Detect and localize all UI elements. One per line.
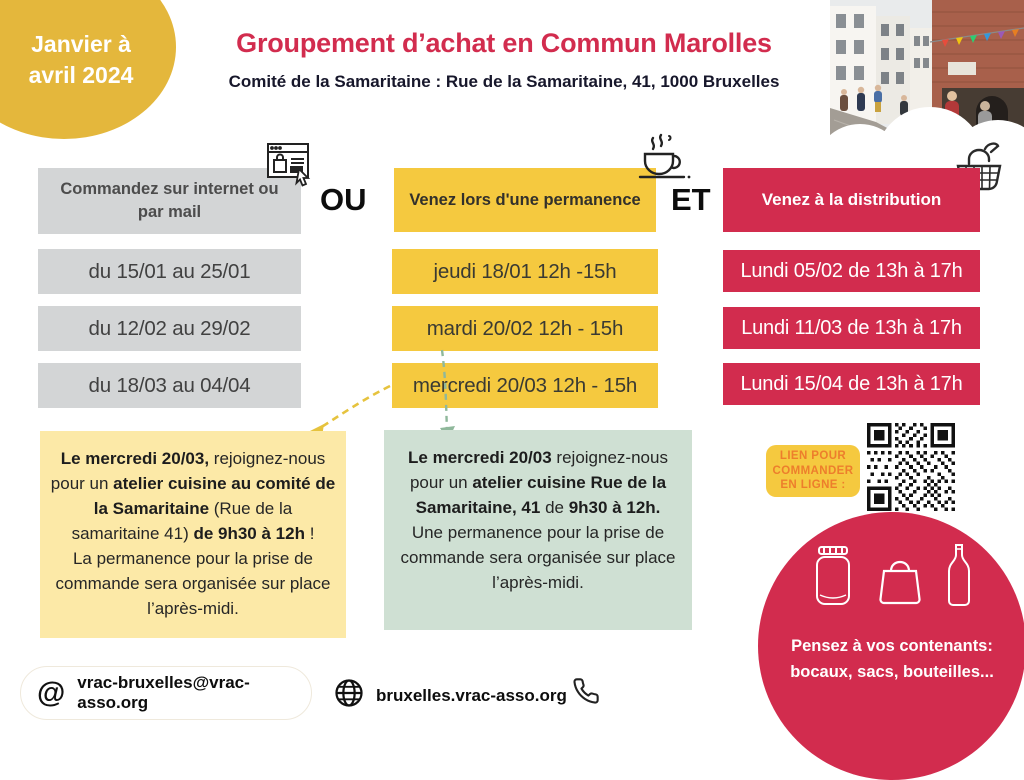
website-contact	[334, 678, 567, 713]
date-range-line2: avril 2024	[28, 62, 134, 88]
yellow-seg-bold-5: de 9h30 à 12h	[193, 523, 305, 543]
distribution-row-1: Lundi 05/02 de 13h à 17h	[723, 250, 980, 292]
column-distribution-header	[723, 168, 980, 232]
globe-icon	[334, 678, 364, 713]
bottle-icon	[945, 543, 973, 612]
email-address[interactable]: vrac-bruxelles@vrac-asso.org	[77, 673, 250, 712]
permanence-row-3: mercredi 20/03 12h - 15h	[392, 363, 658, 408]
green-seg-4: de	[540, 497, 569, 517]
order-online-line2: COMMANDER	[772, 464, 854, 477]
phone-icon	[572, 677, 600, 710]
at-icon: @	[37, 676, 66, 709]
green-seg-bold-3: atelier cuisine Rue de la Samaritaine, 41	[415, 472, 667, 517]
jar-icon	[811, 545, 855, 612]
yellow-seg-bold-3: atelier cuisine au comité de la Samaritaine	[93, 473, 336, 518]
yellow-seg-4: (Rue de la samaritaine 41)	[71, 498, 293, 543]
containers-line1: Pensez à vos contenants:	[791, 637, 993, 655]
connector-et: ET	[671, 182, 711, 217]
green-line2: Une permanence pour la prise de commande sera organisée sur place l’après-midi.	[400, 522, 676, 592]
page-title: Groupement d’achat en Commun Marolles	[236, 28, 772, 58]
order-row-1: du 15/01 au 25/01	[38, 249, 301, 294]
column-order-header	[38, 168, 301, 234]
qr-code	[867, 423, 955, 511]
containers-line2: bocaux, sacs, bouteilles...	[790, 662, 994, 681]
website-url[interactable]: bruxelles.vrac-asso.org	[376, 685, 567, 705]
header	[178, 28, 830, 92]
containers-reminder-circle	[758, 512, 1024, 780]
green-seg-2: rejoignez-nous pour un	[409, 448, 668, 492]
date-range-line1: Janvier à	[31, 30, 131, 57]
order-online-line1: LIEN POUR	[779, 449, 847, 462]
order-online-badge	[766, 445, 860, 497]
column-permanence-header-label: Venez lors d'une permanence	[409, 190, 641, 209]
distribution-row-2: Lundi 11/03 de 13h à 17h	[723, 307, 980, 349]
workshop-info-yellow	[40, 431, 346, 638]
order-online-line3: EN LIGNE :	[780, 479, 846, 492]
street-photo	[830, 0, 1024, 162]
distribution-row-3: Lundi 15/04 de 13h à 17h	[723, 363, 980, 405]
yellow-seg-2: rejoignez-nous pour un	[50, 449, 326, 493]
yellow-seg-6: !	[304, 523, 315, 543]
green-seg-bold-5: 9h30 à 12h.	[568, 497, 661, 517]
tote-bag-icon	[873, 553, 927, 612]
date-range-badge	[0, 0, 176, 139]
browser-cart-icon	[266, 141, 316, 196]
order-row-3: du 18/03 au 04/04	[38, 363, 301, 408]
permanence-row-2: mardi 20/02 12h - 15h	[392, 306, 658, 351]
permanence-row-1: jeudi 18/01 12h -15h	[392, 249, 658, 294]
workshop-info-green	[384, 430, 692, 630]
street-photo-illustration	[830, 0, 1024, 162]
yellow-seg-bold-1: Le mercredi 20/03,	[60, 449, 210, 468]
order-row-2: du 12/02 au 29/02	[38, 306, 301, 351]
column-permanence-header	[394, 168, 656, 232]
connector-ou: OU	[320, 182, 367, 217]
column-distribution-header-label: Venez à la distribution	[761, 190, 942, 209]
yellow-line2: La permanence pour la prise de commande sera organisée sur place l’après-midi.	[55, 548, 331, 618]
green-seg-bold-1: Le mercredi 20/03	[408, 448, 552, 467]
column-order-header-label: Commandez sur internet ou par mail	[60, 179, 279, 221]
email-contact	[20, 666, 312, 720]
page-subtitle: Comité de la Samaritaine : Rue de la Samaritaine, 41, 1000 Bruxelles	[228, 72, 780, 91]
